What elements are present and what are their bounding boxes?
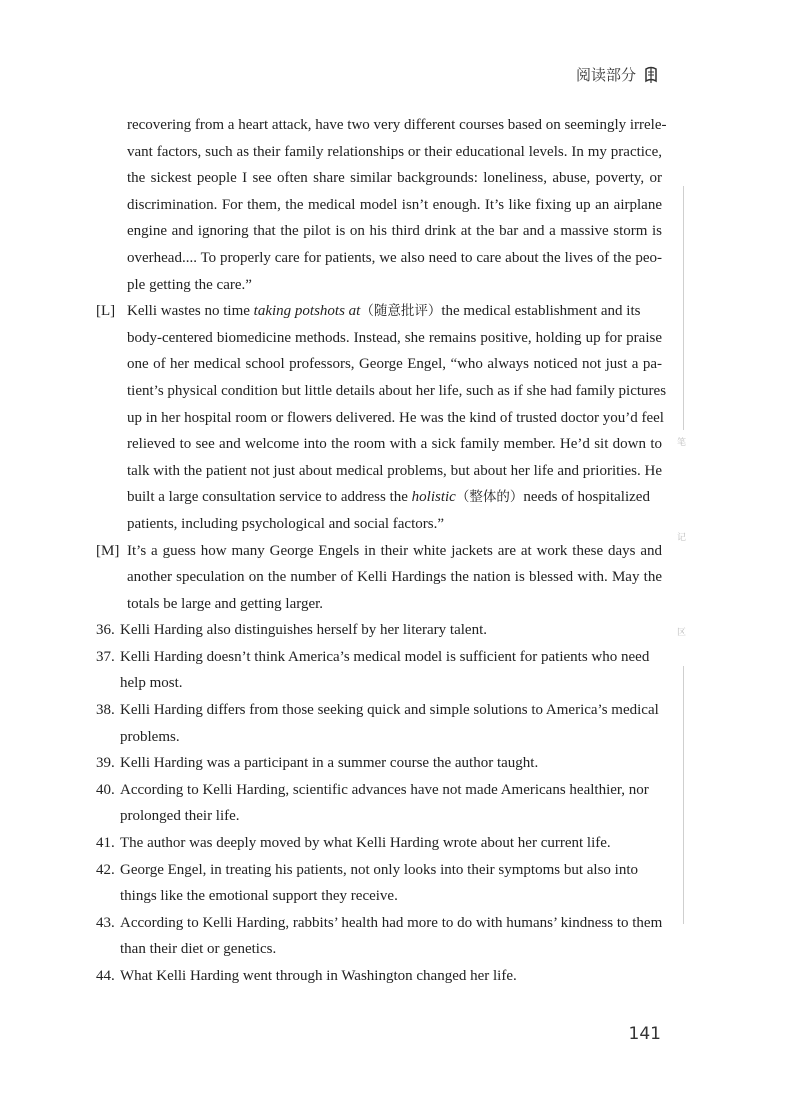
paragraph-label: [L] — [96, 303, 116, 320]
notes-margin-char: 记 — [677, 533, 687, 543]
text-line: up in her hospital room or flowers delivered. He was the kind of trusted doctor you’d feel — [127, 409, 664, 426]
statement-item — [96, 644, 662, 671]
text-line: overhead.... To properly care for patients, we also need to care about the lives of the peo- — [127, 249, 662, 266]
book-icon — [644, 66, 658, 84]
text-line: [M] It’s a guess how many George Engels in their white jackets are at work these days and — [96, 538, 662, 565]
text-line: discrimination. For them, the medical model isn’t enough. It’s like fixing up an airplane — [127, 196, 662, 213]
statement-text-cont: prolonged their life. — [120, 808, 240, 825]
paragraph-label: [M] — [96, 542, 120, 559]
statement-text: According to Kelli Harding, scientific advances have not made Americans healthier, nor — [120, 781, 649, 798]
statement-text-cont: help most. — [120, 675, 183, 692]
statement-number: 42. — [96, 861, 115, 878]
notes-margin-char: 区 — [677, 628, 687, 638]
statement-number: 43. — [96, 914, 115, 931]
text-line: totals be large and getting larger. — [127, 595, 324, 612]
statement-number: 36. — [96, 622, 115, 639]
text-line: the sickest people I see often share similar backgrounds: loneliness, abuse, poverty, or — [127, 170, 662, 187]
paragraph-l — [96, 298, 667, 537]
passage-content — [96, 112, 667, 990]
text-line: body-centered biomedicine methods. Instead, she remains positive, holding up for praise — [127, 329, 662, 346]
statement-number: 38. — [96, 702, 115, 719]
statement-text: Kelli Harding doesn’t think America’s medical model is sufficient for patients who need — [120, 648, 650, 665]
text-line: patients, including psychological and social factors.” — [127, 515, 444, 532]
statement-number: 37. — [96, 648, 115, 665]
text-line: relieved to see and welcome into the room with a sick family member. He’d sit down to — [127, 436, 662, 453]
text-line: one of her medical school professors, George Engel, “who always noticed not just a pa- — [127, 356, 662, 373]
paragraph-m — [96, 538, 662, 618]
page-header — [576, 64, 658, 85]
statement-item — [96, 750, 662, 777]
statement-item — [96, 830, 662, 857]
text-line: built a large consultation service to address the holistic（整体的）needs of hospitalized — [127, 489, 650, 506]
statement-text: The author was deeply moved by what Kelli Harding wrote about her current life. — [120, 835, 611, 852]
text-line: another speculation on the number of Kelli Hardings the nation is blessed with. May the — [127, 569, 662, 586]
statement-item — [96, 963, 662, 990]
statement-item — [96, 857, 662, 884]
statement-text: Kelli Harding differs from those seeking quick and simple solutions to America’s medical — [120, 702, 659, 719]
text-line: tient’s physical condition but little details about her life, such as if she had family pictures — [127, 382, 667, 399]
statement-text: George Engel, in treating his patients, not only looks into their symptoms but also into — [120, 861, 639, 878]
statement-number: 39. — [96, 755, 115, 772]
statement-item — [96, 910, 662, 937]
statement-text-cont: things like the emotional support they receive. — [120, 888, 398, 905]
text-line: vant factors, such as their family relationships or their educational levels. In my practice, — [127, 143, 662, 160]
notes-margin-rule-top — [683, 186, 684, 430]
notes-margin-rule-bottom — [683, 666, 684, 924]
text-line: engine and ignoring that the pilot is on his third drink at the bar and a massive storm is — [127, 223, 662, 240]
statement-item — [96, 697, 662, 724]
statement-number: 44. — [96, 968, 115, 984]
statement-list — [96, 617, 662, 989]
section-title: 阅读部分 — [575, 66, 636, 84]
text-line: recovering from a heart attack, have two very different courses based on seemingly irrele- — [127, 117, 667, 133]
page-number: 141 — [628, 1024, 661, 1044]
statement-number: 41. — [96, 835, 115, 852]
statement-text-cont: than their diet or genetics. — [120, 941, 277, 958]
text-line: [L] Kelli wastes no time taking potshots at（随意批评）the medical establishment and its — [96, 298, 662, 325]
paragraph-continuation — [96, 112, 667, 298]
statement-text-cont: problems. — [120, 728, 180, 745]
statement-item — [96, 777, 662, 804]
statement-text: Kelli Harding also distinguishes herself by her literary talent. — [120, 622, 487, 639]
statement-item — [96, 617, 662, 644]
statement-text: What Kelli Harding went through in Washington changed her life. — [120, 968, 517, 984]
statement-number: 40. — [96, 781, 115, 798]
statement-text: According to Kelli Harding, rabbits’ health had more to do with humans’ kindness to them — [120, 914, 663, 931]
notes-margin-char: 笔 — [677, 438, 687, 448]
statement-text: Kelli Harding was a participant in a summer course the author taught. — [120, 755, 539, 772]
text-line: ple getting the care.” — [127, 276, 252, 293]
text-line: talk with the patient not just about medical problems, but about her life and priorities. He — [127, 462, 662, 479]
